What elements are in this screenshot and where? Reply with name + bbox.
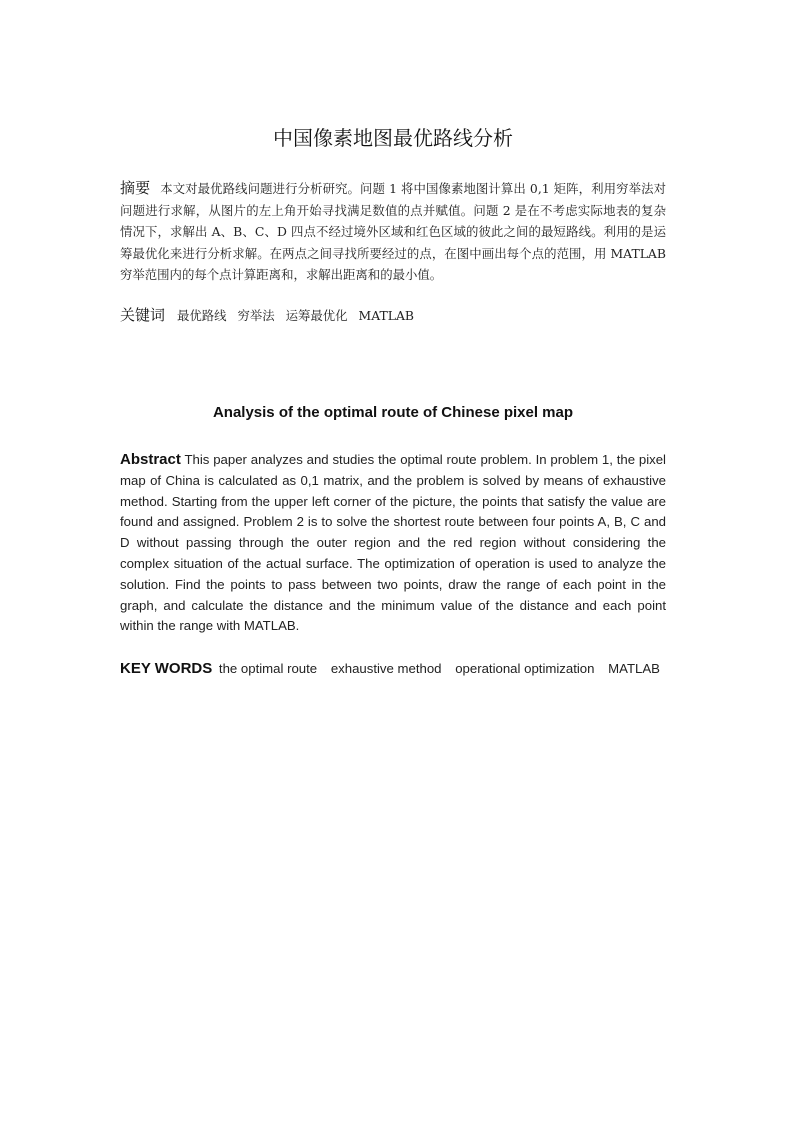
chinese-keyword: 运筹最优化 <box>285 308 348 323</box>
chinese-abstract-text: 本文对最优路线问题进行分析研究。问题 1 将中国像素地图计算出 0,1 矩阵，利用穷举法对问题进行求解，从图片的左上角开始寻找满足数值的点并赋值。问题 2 是在不考虑实际地表的复杂情况下，求解出 A、B、C、D 四点不经过境外区域和红色区域的彼此之间的最短路线。利用的是运筹最优化来进行分析求解。在两点之间寻找所要经过的点，在图中画出每个点的范围，用 MATLAB 穷举范围内的每个点计算距离和，求解出距离和的最小值。 <box>120 181 666 282</box>
chinese-title: 中国像素地图最优路线分析 <box>273 126 513 150</box>
english-keyword: exhaustive method <box>330 661 442 676</box>
english-abstract-label: Abstract <box>120 451 181 468</box>
chinese-abstract-label: 摘要 <box>120 179 151 197</box>
english-keywords <box>120 658 666 680</box>
english-title: Analysis of the optimal route of Chinese pixel map <box>212 404 574 421</box>
english-keyword: operational optimization <box>455 661 595 676</box>
chinese-keywords-label: 关键词 <box>120 306 166 324</box>
english-keyword: the optimal route <box>218 661 318 676</box>
chinese-keyword: 最优路线 <box>176 308 227 323</box>
english-abstract-text: This paper analyzes and studies the optimal route problem. In problem 1, the pixel map of China is calculated as 0,1 matrix, and the problem is solved by means of exhaustive method. Starting from the upper left corner of the picture, the points that satisfy the value are found and assigned. Problem 2 is to solve the shortest route between four points A, B, C and D without passing through the outer region and the red region without considering the complex situation of the actual surface. The optimization of operation is used to analyze the solution. Find the points to pass between two points, draw the range of each point in the graph, and calculate the distance and the minimum value of the distance and each point within the range with MATLAB. <box>120 452 666 634</box>
chinese-keyword: 穷举法 <box>237 308 275 323</box>
chinese-abstract <box>120 178 666 286</box>
english-keywords-label: KEY WORDS <box>120 660 213 677</box>
chinese-keywords <box>120 304 666 327</box>
english-keyword: MATLAB <box>608 661 660 676</box>
english-abstract <box>120 450 666 637</box>
chinese-keyword: MATLAB <box>358 308 415 323</box>
